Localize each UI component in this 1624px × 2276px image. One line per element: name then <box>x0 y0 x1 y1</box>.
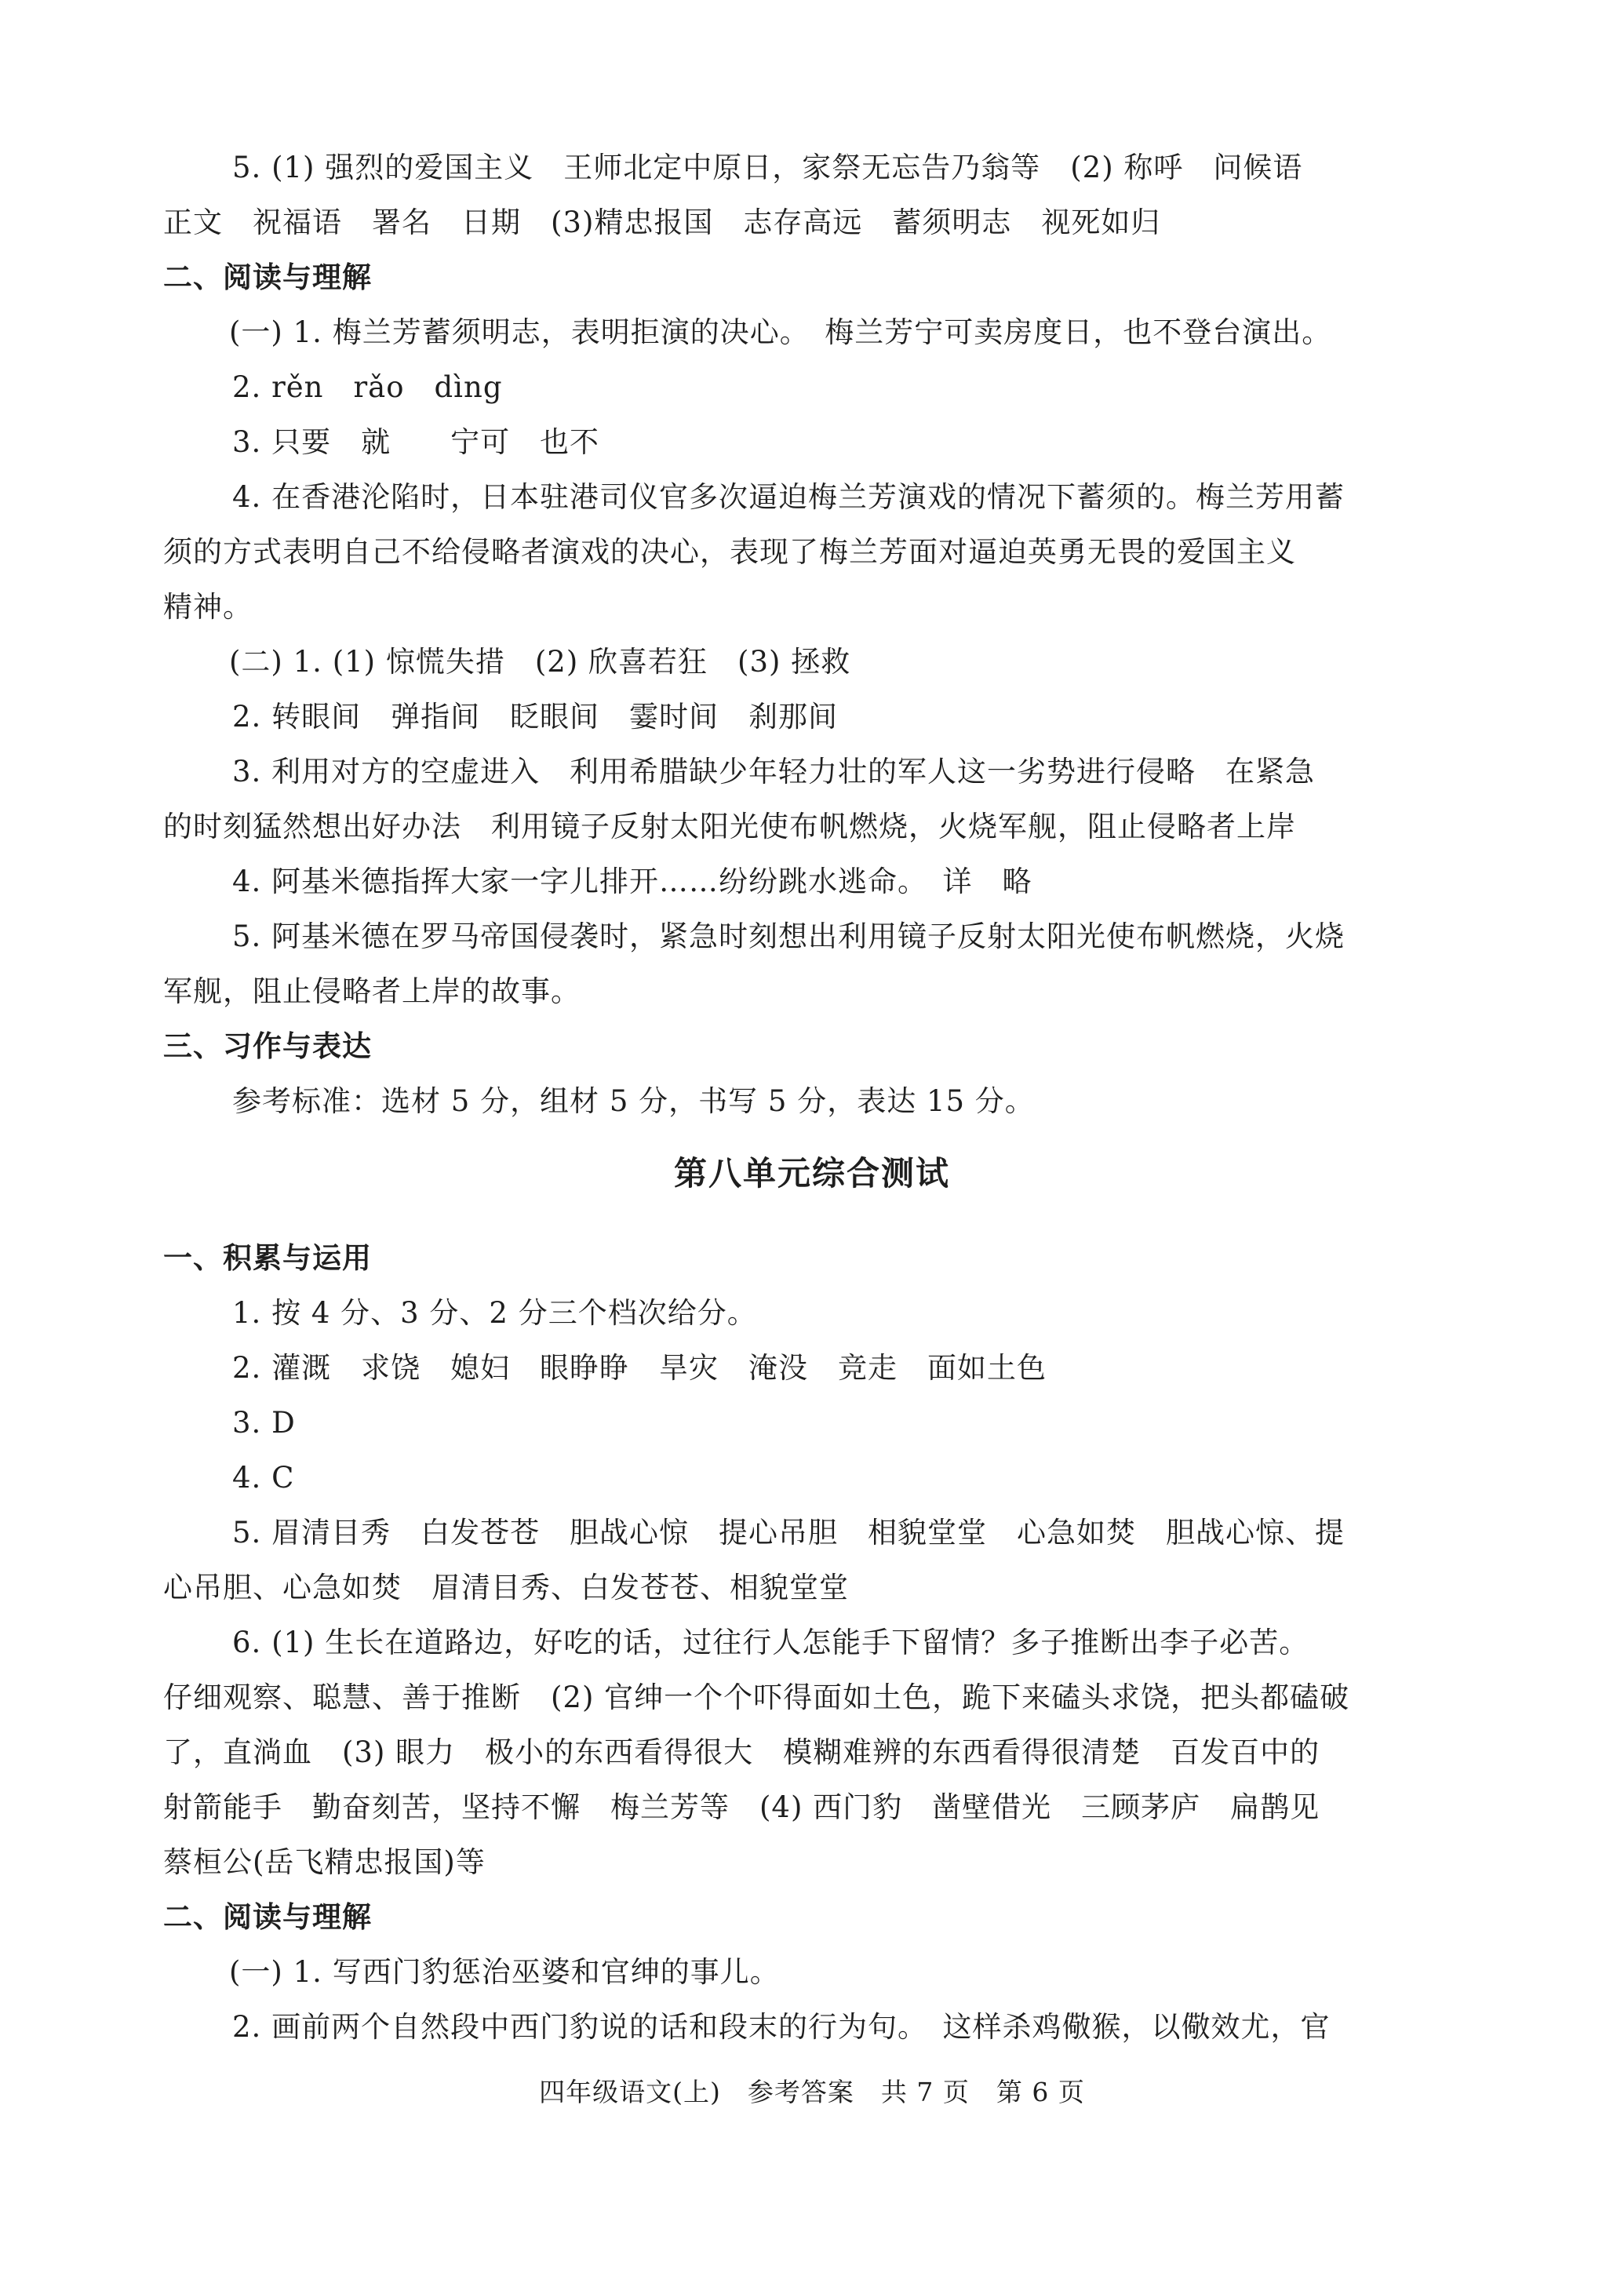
text-line: 2. 灌溉 求饶 媳妇 眼睁睁 旱灾 淹没 竞走 面如土色 <box>232 1351 1047 1385</box>
text-line: 心吊胆、心急如焚 眉清目秀、白发苍苍、相貌堂堂 <box>163 1571 849 1604</box>
text-line: 2. rěn rǎo dìng <box>232 370 503 404</box>
section-heading: 三、习作与表达 <box>163 1029 372 1063</box>
text-line: 了，直淌血 (3) 眼力 极小的东西看得很大 模糊难辨的东西看得很清楚 百发百中的 <box>163 1735 1320 1769</box>
text-line: (一) 1. 写西门豹惩治巫婆和官绅的事儿。 <box>229 1955 780 1989</box>
unit-title: 第八单元综合测试 <box>673 1154 950 1193</box>
text-line: 射箭能手 勤奋刻苦，坚持不懈 梅兰芳等 (4) 西门豹 凿壁借光 三顾茅庐 扁鹊见 <box>163 1790 1320 1824</box>
page-footer: 四年级语文(上) 参考答案 共 7 页 第 6 页 <box>539 2077 1085 2107</box>
text-line: 军舰，阻止侵略者上岸的故事。 <box>163 974 581 1008</box>
text-line: 3. 利用对方的空虚进入 利用希腊缺少年轻力壮的军人这一劣势进行侵略 在紧急 <box>232 755 1316 788</box>
text-line: 4. 在香港沦陷时，日本驻港司仪官多次逼迫梅兰芳演戏的情况下蓄须的。梅兰芳用蓄 <box>232 480 1345 514</box>
text-line: 3. 只要 就 宁可 也不 <box>232 425 600 459</box>
text-line: 1. 按 4 分、3 分、2 分三个档次给分。 <box>232 1296 757 1330</box>
text-line: 2. 转眼间 弹指间 眨眼间 霎时间 刹那间 <box>232 700 839 734</box>
text-line: 精神。 <box>163 590 253 624</box>
text-line: 2. 画前两个自然段中西门豹说的话和段末的行为句。 这样杀鸡儆猴，以儆效尤，官 <box>232 2010 1331 2044</box>
text-line: 5. 阿基米德在罗马帝国侵袭时，紧急时刻想出利用镜子反射太阳光使布帆燃烧，火烧 <box>232 920 1345 953</box>
section-heading: 二、阅读与理解 <box>163 1900 372 1934</box>
section-heading: 二、阅读与理解 <box>163 260 372 294</box>
text-line: 的时刻猛然想出好办法 利用镜子反射太阳光使布帆燃烧，火烧军舰，阻止侵略者上岸 <box>163 810 1296 843</box>
text-line: (二) 1. (1) 惊慌失措 (2) 欣喜若狂 (3) 拯救 <box>229 645 851 679</box>
text-line: 参考标准：选材 5 分，组材 5 分，书写 5 分，表达 15 分。 <box>232 1084 1035 1118</box>
text-line: 蔡桓公(岳飞精忠报国)等 <box>163 1845 486 1879</box>
section-heading: 一、积累与运用 <box>163 1241 372 1275</box>
text-line: 正文 祝福语 署名 日期 (3)精忠报国 志存高远 蓄须明志 视死如归 <box>163 206 1161 239</box>
text-line: 4. C <box>232 1461 295 1495</box>
text-line: 须的方式表明自己不给侵略者演戏的决心，表现了梅兰芳面对逼迫英勇无畏的爱国主义 <box>163 535 1296 569</box>
text-line: 6. (1) 生长在道路边，好吃的话，过往行人怎能手下留情？多子推断出李子必苦。 <box>232 1626 1309 1659</box>
text-line: 5. 眉清目秀 白发苍苍 胆战心惊 提心吊胆 相貌堂堂 心急如焚 胆战心惊、提 <box>232 1516 1345 1550</box>
text-line: 仔细观察、聪慧、善于推断 (2) 官绅一个个吓得面如土色，跪下来磕头求饶，把头都磕破 <box>163 1681 1350 1714</box>
text-line: 4. 阿基米德指挥大家一字儿排开……纷纷跳水逃命。 详 略 <box>232 865 1032 898</box>
text-line: (一) 1. 梅兰芳蓄须明志，表明拒演的决心。 梅兰芳宁可卖房度日，也不登台演出。 <box>229 315 1332 349</box>
text-line: 3. D <box>232 1406 296 1440</box>
text-line: 5. (1) 强烈的爱国主义 王师北定中原日，家祭无忘告乃翁等 (2) 称呼 问候语 <box>232 151 1303 184</box>
